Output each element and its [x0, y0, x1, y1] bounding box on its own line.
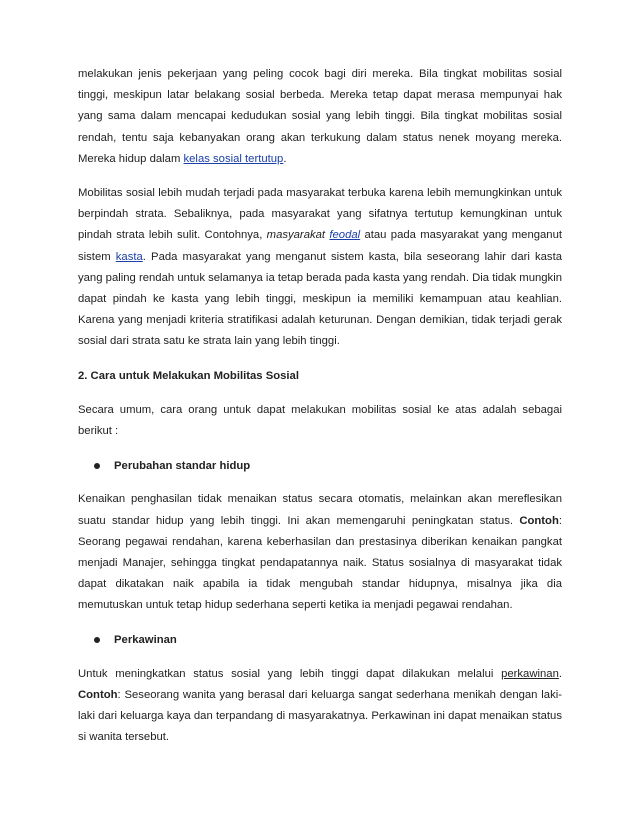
bullet-item-perubahan: [94, 455, 562, 476]
bold-contoh: Contoh: [519, 514, 559, 527]
paragraph-5-text-3: : Seseorang wanita yang berasal dari keluarga sangat sederhana menikah dengan laki-laki dari keluarga kaya dan terpandang di masyarakatnya. Perkawinan ini dapat menaikan status si wanita tersebut.: [78, 689, 562, 744]
document-page: [78, 64, 562, 749]
paragraph-4: [78, 489, 562, 616]
bullet-label: Perubahan standar hidup: [114, 459, 251, 472]
link-kelas-sosial-tertutup[interactable]: kelas sosial tertutup: [183, 152, 284, 165]
section-heading: 2. Cara untuk Melakukan Mobilitas Sosial: [78, 369, 299, 382]
paragraph-5: [78, 664, 562, 749]
paragraph-2-text-3: . Pada masyarakat yang menganut sistem kasta, bila seseorang lahir dari kasta yang paling rendah untuk selamanya ia tetap berada pada kasta yang rendah. Dia tidak mungkin dapat pindah ke kasta yang lebih tinggi, meskipun ia memiliki kemampuan atau keahlian. Karena yang menjadi kriteria stratifikasi adalah keturunan. Dengan demikian, tidak terjadi gerak sosial dari strata satu ke strata lain yang lebih tinggi.: [78, 250, 563, 348]
bold-contoh: Contoh: [78, 689, 118, 702]
link-feodal[interactable]: feodal: [329, 229, 361, 242]
paragraph-2: [78, 183, 562, 353]
link-perkawinan[interactable]: perkawinan: [501, 667, 559, 680]
bullet-label: Perkawinan: [114, 634, 177, 647]
paragraph-1-end: .: [283, 152, 287, 165]
bullet-dot-icon: [94, 637, 100, 643]
paragraph-3: Secara umum, cara orang untuk dapat melakukan mobilitas sosial ke atas adalah sebagai berikut :: [78, 403, 562, 438]
paragraph-1: [78, 64, 562, 170]
paragraph-4-text-2: : Seorang pegawai rendahan, karena keberhasilan dan prestasinya diberikan kenaikan pangkat menjadi Manajer, sehingga tingkat pendapatannya naik. Status sosialnya di masyarakat tidak dapat dikatakan naik apabila ia tidak mengubah standar hidupnya, misalnya jika dia memutuskan untuk tetap hidup sederhana seperti ketika ia menjadi pegawai rendahan.: [78, 514, 562, 612]
paragraph-5-text-2: .: [558, 667, 562, 680]
bullet-dot-icon: [94, 463, 100, 469]
paragraph-2-text-2: atau pada masyarakat yang menganut sistem: [78, 229, 562, 263]
paragraph-4-text-1: Kenaikan penghasilan tidak menaikan status secara otomatis, melainkan akan mereflesikan suatu standar hidup yang lebih tinggi. Ini akan memengaruhi peningkatan status.: [78, 493, 562, 527]
paragraph-1-text: melakukan jenis pekerjaan yang peling cocok bagi diri mereka. Bila tingkat mobilitas sosial tinggi, meskipun latar belakang sosial berbeda. Mereka tetap dapat merasa mempunyai hak yang sama dalam mencapai kedudukan sosial yang lebih tinggi. Bila tingkat mobilitas sosial rendah, tentu saja kebanyakan orang akan terkukung dalam status nenek moyang mereka. Mereka hidup dalam: [78, 68, 562, 165]
paragraph-5-text-1: Untuk meningkatkan status sosial yang lebih tinggi dapat dilakukan melalui: [78, 667, 502, 680]
link-kasta[interactable]: kasta: [115, 250, 143, 263]
italic-masyarakat: masyarakat: [266, 229, 330, 242]
paragraph-2-text-1: Mobilitas sosial lebih mudah terjadi pada masyarakat terbuka karena lebih memungkinkan untuk berpindah strata. Sebaliknya, pada masyarakat yang sifatnya tertutup kemungkinan untuk pindah strata lebih sulit. Contohnya,: [78, 187, 562, 242]
bullet-item-perkawinan: [94, 630, 562, 651]
